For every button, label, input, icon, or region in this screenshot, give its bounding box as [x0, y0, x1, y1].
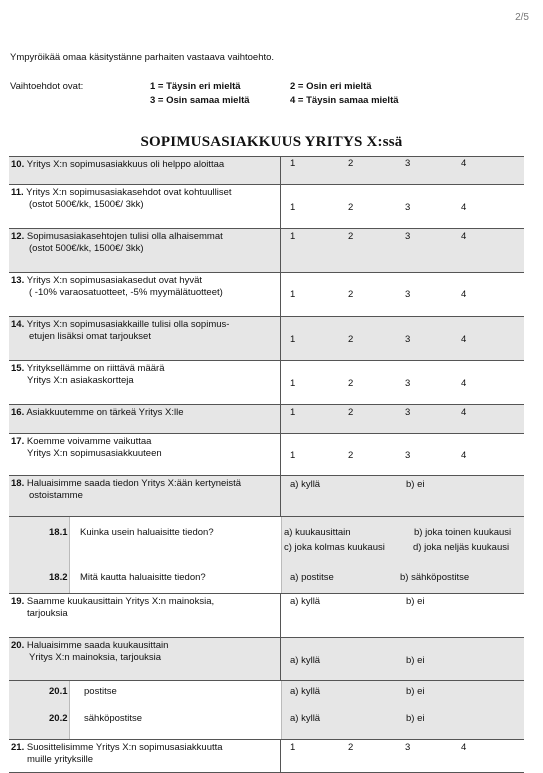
scale-1[interactable]: 1 — [290, 289, 296, 300]
question-text: Koemme voivamme vaikuttaa — [26, 436, 152, 447]
question-row — [9, 361, 524, 405]
answer-yes[interactable]: a) kyllä — [290, 655, 321, 666]
question-number: 16. — [11, 407, 25, 418]
answer-yes[interactable]: a) kyllä — [290, 479, 321, 490]
question-text: Haluaisimme saada tiedon Yritys X:ään kertyneistä — [26, 478, 242, 489]
question-subtext: muille yrityksille — [27, 754, 93, 765]
question-row — [9, 229, 524, 273]
question-number: 19. — [11, 596, 25, 607]
question-text: Kuinka usein haluaisitte tiedon? — [80, 527, 214, 538]
scale-4[interactable]: 4 — [461, 231, 467, 242]
question-row — [9, 476, 524, 517]
scale-4[interactable]: 4 — [461, 742, 467, 753]
scale-2[interactable]: 2 — [348, 202, 354, 213]
scale-1[interactable]: 1 — [290, 407, 296, 418]
scale-1[interactable]: 1 — [290, 334, 296, 345]
answer-no[interactable]: b) ei — [406, 655, 425, 666]
instruction-text: Ympyröikää omaa käsitystänne parhaiten vastaava vaihtoehto. — [10, 52, 275, 63]
scale-3[interactable]: 3 — [405, 231, 411, 242]
question-row — [9, 185, 524, 229]
option-3: 3 = Osin samaa mieltä — [150, 95, 250, 106]
scale-2[interactable]: 2 — [348, 378, 354, 389]
question-text: Yritys X:n sopimusasiakkuus oli helppo aloittaa — [26, 159, 225, 170]
answer-a[interactable]: a) postitse — [290, 572, 334, 583]
question-text: Yritys X:n sopimusasiakkaille tulisi olla sopimus- — [26, 319, 230, 330]
question-text: Sopimusasiakasehtojen tulisi olla alhaisemmat — [26, 231, 223, 242]
scale-1[interactable]: 1 — [290, 202, 296, 213]
answer-b[interactable]: b) joka toinen kuukausi — [414, 527, 512, 538]
question-number: 12. — [11, 231, 25, 242]
scale-3[interactable]: 3 — [405, 289, 411, 300]
scale-1[interactable]: 1 — [290, 231, 296, 242]
question-text: Asiakkuutemme on tärkeä Yritys X:lle — [26, 407, 184, 418]
question-row — [9, 740, 524, 773]
scale-4[interactable]: 4 — [461, 202, 467, 213]
question-subtext: Yritys X:n sopimusasiakkuuteen — [27, 448, 162, 459]
question-number: 18.1 — [49, 527, 68, 538]
scale-3[interactable]: 3 — [405, 407, 411, 418]
question-text: Yrityksellämme on riittävä määrä — [26, 363, 165, 374]
question-subtext: etujen lisäksi omat tarjoukset — [29, 331, 151, 342]
question-row — [9, 434, 524, 476]
scale-1[interactable]: 1 — [290, 742, 296, 753]
question-text: Saamme kuukausittain Yritys X:n mainoksia, — [26, 596, 215, 607]
page-number: 2/5 — [515, 12, 529, 23]
question-number: 15. — [11, 363, 25, 374]
scale-4[interactable]: 4 — [461, 378, 467, 389]
scale-2[interactable]: 2 — [348, 231, 354, 242]
scale-3[interactable]: 3 — [405, 158, 411, 169]
scale-4[interactable]: 4 — [461, 334, 467, 345]
scale-1[interactable]: 1 — [290, 158, 296, 169]
scale-3[interactable]: 3 — [405, 378, 411, 389]
answer-b[interactable]: b) sähköpostitse — [400, 572, 470, 583]
scale-1[interactable]: 1 — [290, 450, 296, 461]
question-text: Yritys X:n sopimusasiakasedut ovat hyvät — [26, 275, 202, 286]
question-text: Suosittelisimme Yritys X:n sopimusasiakkuutta — [26, 742, 223, 753]
survey-table — [9, 156, 524, 773]
scale-3[interactable]: 3 — [405, 202, 411, 213]
question-row — [9, 157, 524, 185]
scale-1[interactable]: 1 — [290, 378, 296, 389]
question-row — [9, 681, 524, 740]
question-text: Haluaisimme saada kuukausittain — [26, 640, 169, 651]
scale-3[interactable]: 3 — [405, 450, 411, 461]
answer-no[interactable]: b) ei — [406, 713, 425, 724]
question-row — [9, 405, 524, 434]
section-title: SOPIMUSASIAKKUUS YRITYS X:ssä — [140, 134, 403, 150]
scale-2[interactable]: 2 — [348, 742, 354, 753]
question-text: Yritys X:n sopimusasiakasehdot ovat kohtuulliset — [26, 187, 232, 198]
question-number: 17. — [11, 436, 25, 447]
answer-a[interactable]: a) kuukausittain — [284, 527, 351, 538]
question-number: 20.1 — [49, 686, 68, 697]
option-4: 4 = Täysin samaa mieltä — [290, 95, 399, 106]
scale-3[interactable]: 3 — [405, 334, 411, 345]
answer-c[interactable]: c) joka kolmas kuukausi — [284, 542, 385, 553]
answer-d[interactable]: d) joka neljäs kuukausi — [413, 542, 510, 553]
scale-4[interactable]: 4 — [461, 450, 467, 461]
question-number: 10. — [11, 159, 25, 170]
options-label: Vaihtoehdot ovat: — [10, 81, 84, 92]
question-number: 14. — [11, 319, 25, 330]
question-subtext: Yritys X:n mainoksia, tarjouksia — [29, 652, 161, 663]
question-row — [9, 594, 524, 638]
question-subtext: (ostot 500€/kk, 1500€/ 3kk) — [29, 199, 144, 210]
question-subtext: ostoistamme — [29, 490, 83, 501]
scale-4[interactable]: 4 — [461, 158, 467, 169]
answer-no[interactable]: b) ei — [406, 479, 425, 490]
option-2: 2 = Osin eri mieltä — [290, 81, 372, 92]
question-row — [9, 273, 524, 317]
question-number: 21. — [11, 742, 25, 753]
option-1: 1 = Täysin eri mieltä — [150, 81, 241, 92]
question-row — [9, 638, 524, 681]
question-number: 18.2 — [49, 572, 68, 583]
scale-2[interactable]: 2 — [348, 334, 354, 345]
question-number: 13. — [11, 275, 25, 286]
scale-2[interactable]: 2 — [348, 289, 354, 300]
question-number: 11. — [11, 187, 24, 198]
scale-2[interactable]: 2 — [348, 407, 354, 418]
question-text: postitse — [84, 686, 117, 697]
question-number: 20. — [11, 640, 25, 651]
question-row — [9, 317, 524, 361]
scale-2[interactable]: 2 — [348, 450, 354, 461]
scale-2[interactable]: 2 — [348, 158, 354, 169]
answer-yes[interactable]: a) kyllä — [290, 596, 321, 607]
answer-yes[interactable]: a) kyllä — [290, 713, 321, 724]
answer-no[interactable]: b) ei — [406, 596, 425, 607]
question-subtext: ( -10% varaosatuotteet, -5% myymälätuotteet) — [29, 287, 223, 298]
question-number: 18. — [11, 478, 25, 489]
question-subtext: Yritys X:n asiakaskortteja — [27, 375, 134, 386]
answer-yes[interactable]: a) kyllä — [290, 686, 321, 697]
question-text: sähköpostitse — [84, 713, 143, 724]
scale-4[interactable]: 4 — [461, 289, 467, 300]
answer-no[interactable]: b) ei — [406, 686, 425, 697]
scale-3[interactable]: 3 — [405, 742, 411, 753]
question-subtext: tarjouksia — [27, 608, 68, 619]
question-row — [9, 517, 524, 594]
question-number: 20.2 — [49, 713, 68, 724]
question-subtext: (ostot 500€/kk, 1500€/ 3kk) — [29, 243, 144, 254]
scale-4[interactable]: 4 — [461, 407, 467, 418]
question-text: Mitä kautta haluaisitte tiedon? — [80, 572, 206, 583]
